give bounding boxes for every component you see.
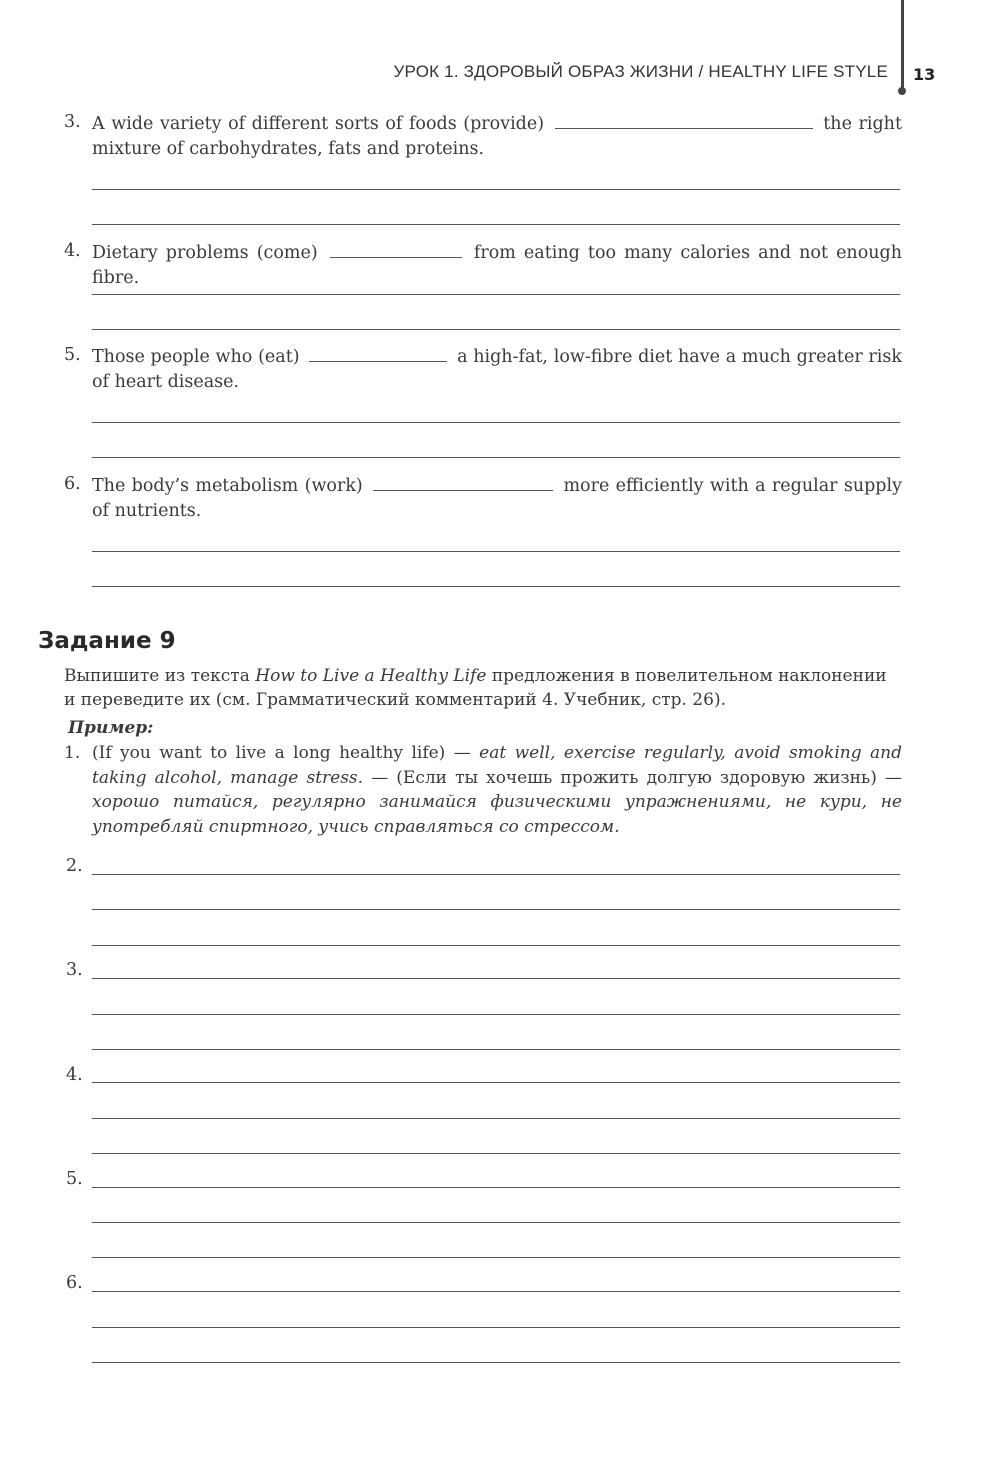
exercise-text: the right mixture of carbohydrates, fats and proteins.	[92, 114, 902, 159]
example-text-italic: eat well, exercise regularly, avoid smoking and taking alcohol, manage stress.	[92, 743, 902, 788]
answer-line[interactable]	[92, 329, 900, 330]
answer-line[interactable]	[92, 978, 900, 979]
fill-in-blank[interactable]	[373, 472, 553, 491]
answer-line[interactable]	[92, 1222, 900, 1223]
exercise-number: 3.	[64, 112, 81, 132]
answer-line[interactable]	[92, 1362, 900, 1363]
example-text: — (Если ты хочешь прожить долгую здоровую жизнь) —	[371, 767, 903, 788]
answer-line[interactable]	[92, 551, 900, 552]
answer-line[interactable]	[92, 1049, 900, 1050]
exercise-number: 6.	[64, 474, 81, 494]
instruction-text: Выпишите из текста	[64, 666, 250, 686]
example-item	[64, 741, 902, 839]
task-title: Задание 9	[38, 628, 176, 654]
answer-line[interactable]	[92, 294, 900, 295]
exercise-text: more efficiently with a regular supply of nutrients.	[92, 476, 902, 521]
example-text-italic: хорошо питайся, регулярно занимайся физическими упражнениями, не кури, не употребляй спиртного, учись справляться со стрессом.	[92, 792, 902, 837]
page-number: 13	[913, 65, 936, 84]
exercise-text: Those people who (eat)	[92, 347, 300, 367]
exercise-text: from eating too many calories and not enough fibre.	[92, 243, 902, 288]
example-number: 1.	[64, 743, 81, 763]
exercise-text: Dietary problems (come)	[92, 243, 318, 263]
running-title: УРОК 1. ЗДОРОВЫЙ ОБРАЗ ЖИЗНИ / HEALTHY LIFE STYLE	[393, 62, 888, 81]
exercise-item	[64, 472, 902, 524]
fill-in-blank[interactable]	[555, 110, 813, 129]
header-rule-dot	[898, 87, 906, 95]
answer-line[interactable]	[92, 422, 900, 423]
answer-line[interactable]	[92, 874, 900, 875]
answer-line[interactable]	[92, 945, 900, 946]
answer-number: 3.	[66, 960, 83, 980]
exercise-item	[64, 343, 902, 395]
exercise-text: a high-fat, low-fibre diet have a much greater risk of heart disease.	[92, 347, 902, 392]
answer-line[interactable]	[92, 1291, 900, 1292]
answer-number: 2.	[66, 856, 83, 876]
answer-line[interactable]	[92, 1327, 900, 1328]
exercise-number: 4.	[64, 241, 81, 261]
example-label: Пример:	[68, 718, 154, 738]
answer-number: 6.	[66, 1273, 83, 1293]
answer-line[interactable]	[92, 1082, 900, 1083]
exercise-text: The body’s metabolism (work)	[92, 476, 363, 496]
answer-line[interactable]	[92, 1187, 900, 1188]
answer-number: 5.	[66, 1169, 83, 1189]
exercise-item	[64, 239, 902, 291]
example-text: (If you want to live a long healthy life) —	[92, 743, 471, 763]
fill-in-blank[interactable]	[309, 343, 447, 362]
answer-line[interactable]	[92, 1118, 900, 1119]
answer-number: 4.	[66, 1065, 83, 1085]
answer-line[interactable]	[92, 1257, 900, 1258]
answer-line[interactable]	[92, 909, 900, 910]
answer-line[interactable]	[92, 224, 900, 225]
answer-line[interactable]	[92, 586, 900, 587]
exercise-text: A wide variety of different sorts of foods (provide)	[92, 114, 545, 134]
answer-line[interactable]	[92, 1153, 900, 1154]
instruction-text: предложения в повелительном наклонении и переведите их (см. Грамматический комментарий 4. Учебник, стр. 26).	[64, 666, 887, 710]
answer-line[interactable]	[92, 457, 900, 458]
task-instruction	[64, 664, 902, 712]
fill-in-blank[interactable]	[330, 239, 462, 258]
header-rule	[901, 0, 904, 90]
exercise-number: 5.	[64, 345, 81, 365]
answer-line[interactable]	[92, 1014, 900, 1015]
instruction-book-title: How to Live a Healthy Life	[255, 666, 487, 686]
exercise-item	[64, 110, 902, 162]
answer-line[interactable]	[92, 189, 900, 190]
